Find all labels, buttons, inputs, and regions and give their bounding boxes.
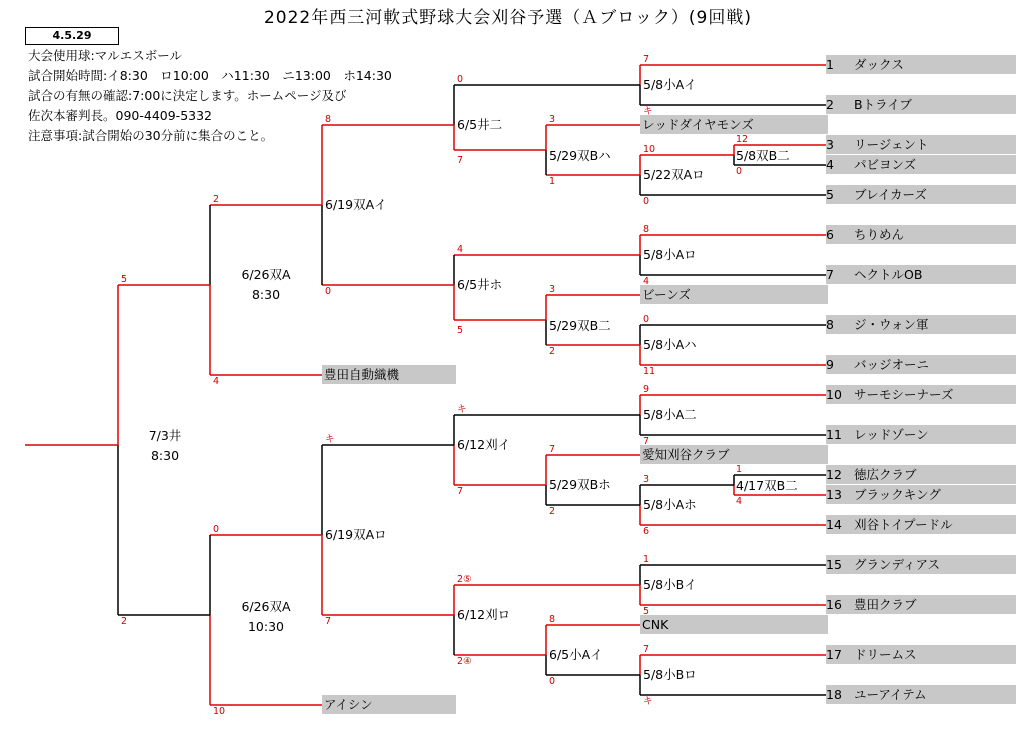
team-number: 15 (826, 557, 842, 572)
team-name: レッドゾーン (854, 427, 929, 442)
match-label: 6/5小Aイ (549, 647, 603, 662)
match-label: 5/8小Aイ (643, 77, 697, 92)
score: 7 (457, 486, 464, 497)
match-label: 6/19双Aイ (325, 197, 387, 212)
score: 7 (643, 436, 650, 447)
match-label: 5/8小Bロ (643, 667, 697, 682)
match-label: 5/22双Aロ (643, 167, 705, 182)
team-name: ヘクトルOB (854, 267, 923, 282)
match-label: 5/29双Bホ (549, 477, 611, 492)
score: 2⑤ (457, 574, 472, 585)
match-label: 6/12刈ロ (457, 607, 511, 622)
team-name: 刈谷トイプードル (854, 517, 953, 532)
team-number: 4 (826, 157, 834, 172)
match-label: 6/12刈イ (457, 437, 511, 452)
team-name: ブラックキング (854, 487, 941, 502)
match-label: 6/19双Aロ (325, 527, 387, 542)
score: 0 (213, 524, 220, 535)
team-name: ちりめん (854, 227, 905, 242)
team-entry (826, 645, 1016, 664)
team-entry (826, 515, 1016, 534)
score: 8 (549, 614, 556, 625)
note-caution: 注意事項:試合開始の30分前に集合のこと。 (28, 128, 274, 143)
team-name: ダックス (854, 57, 904, 72)
score: 4 (457, 244, 464, 255)
score: 9 (643, 384, 650, 395)
team-number: 17 (826, 647, 842, 662)
team-number: 14 (826, 517, 842, 532)
semifinal-date: 6/26双A (241, 599, 291, 614)
team-entry (826, 355, 1016, 374)
team-name: バッジオーニ (854, 357, 930, 372)
score: 5 (643, 606, 650, 617)
match-label: 5/8小Aホ (643, 497, 697, 512)
team-number: 9 (826, 357, 834, 372)
match-label: 5/8小Aロ (643, 247, 697, 262)
team-number: 11 (826, 427, 842, 442)
seeded-team: アイシン (322, 695, 456, 714)
score: 1 (643, 554, 650, 565)
note-confirmation: 試合の有無の確認:7:00に決定します。ホームページ及び (28, 88, 347, 103)
score: 2 (549, 506, 556, 517)
team-name: 豊田クラブ (854, 597, 917, 612)
team-name: サーモシーナーズ (854, 387, 954, 402)
team-name: グランディアス (854, 557, 941, 572)
score: 12 (736, 134, 749, 145)
score: 2④ (457, 656, 472, 667)
team-entry (826, 595, 1016, 614)
team-entry (826, 185, 1016, 204)
match-label: 5/29双Bハ (549, 148, 611, 163)
match-label: 5/8小Bイ (643, 577, 697, 592)
match-label: 5/8双B二 (736, 148, 790, 163)
seeded-team: ビーンズ (640, 285, 828, 304)
score: 3 (549, 114, 556, 125)
note-ball: 大会使用球:マルエスボール (28, 48, 182, 63)
team-entry (826, 555, 1016, 574)
score: 2 (549, 346, 556, 357)
semifinal-1-label (225, 265, 307, 305)
team-name: 徳広クラブ (854, 467, 917, 482)
team-number: 12 (826, 467, 842, 482)
team-entry (826, 315, 1016, 334)
semifinal-date: 6/26双A (241, 267, 291, 282)
score: 7 (457, 155, 464, 166)
team-name: ブレイカーズ (854, 187, 927, 202)
team-entry (826, 265, 1016, 284)
score: 4 (213, 376, 220, 387)
match-label: 6/5井二 (457, 117, 503, 132)
semifinal-2-label (225, 597, 307, 637)
score: 0 (457, 74, 464, 85)
score: 0 (736, 166, 743, 177)
score: 11 (643, 366, 656, 377)
team-entry (826, 465, 1016, 484)
match-label: 4/17双B二 (736, 478, 798, 493)
seeded-team: 豊田自動織機 (322, 365, 456, 384)
final-label (125, 426, 205, 466)
team-entry (826, 55, 1016, 74)
team-entry (826, 155, 1016, 174)
score: 0 (643, 196, 650, 207)
match-label: 6/5井ホ (457, 277, 503, 292)
seeded-team: レッドダイヤモンズ (640, 115, 828, 134)
note-start-times: 試合開始時間:イ8:30 ロ10:00 ハ11:30 ニ13:00 ホ14:30 (28, 68, 392, 83)
team-number: 7 (826, 267, 834, 282)
score: 0 (325, 286, 332, 297)
score: 3 (549, 284, 556, 295)
score: 0 (549, 676, 556, 687)
team-number: 10 (826, 387, 842, 402)
team-entry (826, 95, 1016, 114)
team-name: Bトライブ (854, 97, 912, 112)
score: キ (643, 696, 653, 707)
page-title: 2022年西三河軟式野球大会刈谷予選（Ａブロック）(9回戦) (263, 8, 752, 28)
score: キ (457, 404, 467, 415)
team-number: 16 (826, 597, 842, 612)
score: 4 (736, 496, 743, 507)
team-number: 1 (826, 57, 834, 72)
team-name: パビヨンズ (854, 157, 917, 172)
team-entry (826, 685, 1016, 704)
team-number: 3 (826, 137, 834, 152)
score: 1 (549, 176, 556, 187)
score: 0 (643, 314, 650, 325)
team-name: ユーアイテム (854, 687, 927, 702)
team-entry (826, 385, 1016, 404)
semifinal-time: 8:30 (251, 287, 281, 302)
seeded-team: 愛知刈谷クラブ (640, 445, 828, 464)
team-number: 6 (826, 227, 834, 242)
team-name: リージェント (854, 137, 929, 152)
team-entry (826, 425, 1016, 444)
team-name: ジ・ウォン軍 (854, 317, 929, 332)
score: 5 (121, 274, 128, 285)
final-date: 7/3井 (148, 428, 182, 443)
seeded-team: CNK (640, 615, 828, 634)
team-entry (826, 225, 1016, 244)
score: キ (643, 106, 653, 117)
score: 3 (643, 474, 650, 485)
score: 10 (213, 706, 226, 717)
score: 8 (325, 114, 332, 125)
date-box: 4.5.29 (25, 27, 119, 45)
score: キ (325, 434, 335, 445)
team-number: 18 (826, 687, 842, 702)
team-entry (826, 135, 1016, 154)
score: 2 (121, 616, 128, 627)
match-label: 5/8小A二 (643, 407, 697, 422)
score: 7 (325, 616, 332, 627)
team-number: 8 (826, 317, 834, 332)
team-number: 2 (826, 97, 834, 112)
score: 7 (643, 644, 650, 655)
score: 8 (643, 224, 650, 235)
final-time: 8:30 (150, 448, 180, 463)
match-label: 5/29双B二 (549, 318, 611, 333)
semifinal-time: 10:30 (247, 619, 285, 634)
score: 7 (643, 54, 650, 65)
score: 7 (549, 444, 556, 455)
team-entry (826, 485, 1016, 504)
score: 2 (213, 194, 220, 205)
score: 6 (643, 526, 650, 537)
score: 1 (736, 464, 743, 475)
score: 5 (457, 325, 464, 336)
team-number: 13 (826, 487, 842, 502)
score: 4 (643, 276, 650, 287)
match-label: 5/8小Aハ (643, 337, 697, 352)
team-name: ドリームス (854, 647, 917, 662)
team-number: 5 (826, 187, 834, 202)
score: 10 (643, 144, 656, 155)
note-umpire: 佐次本審判長。090-4409-5332 (28, 108, 213, 123)
